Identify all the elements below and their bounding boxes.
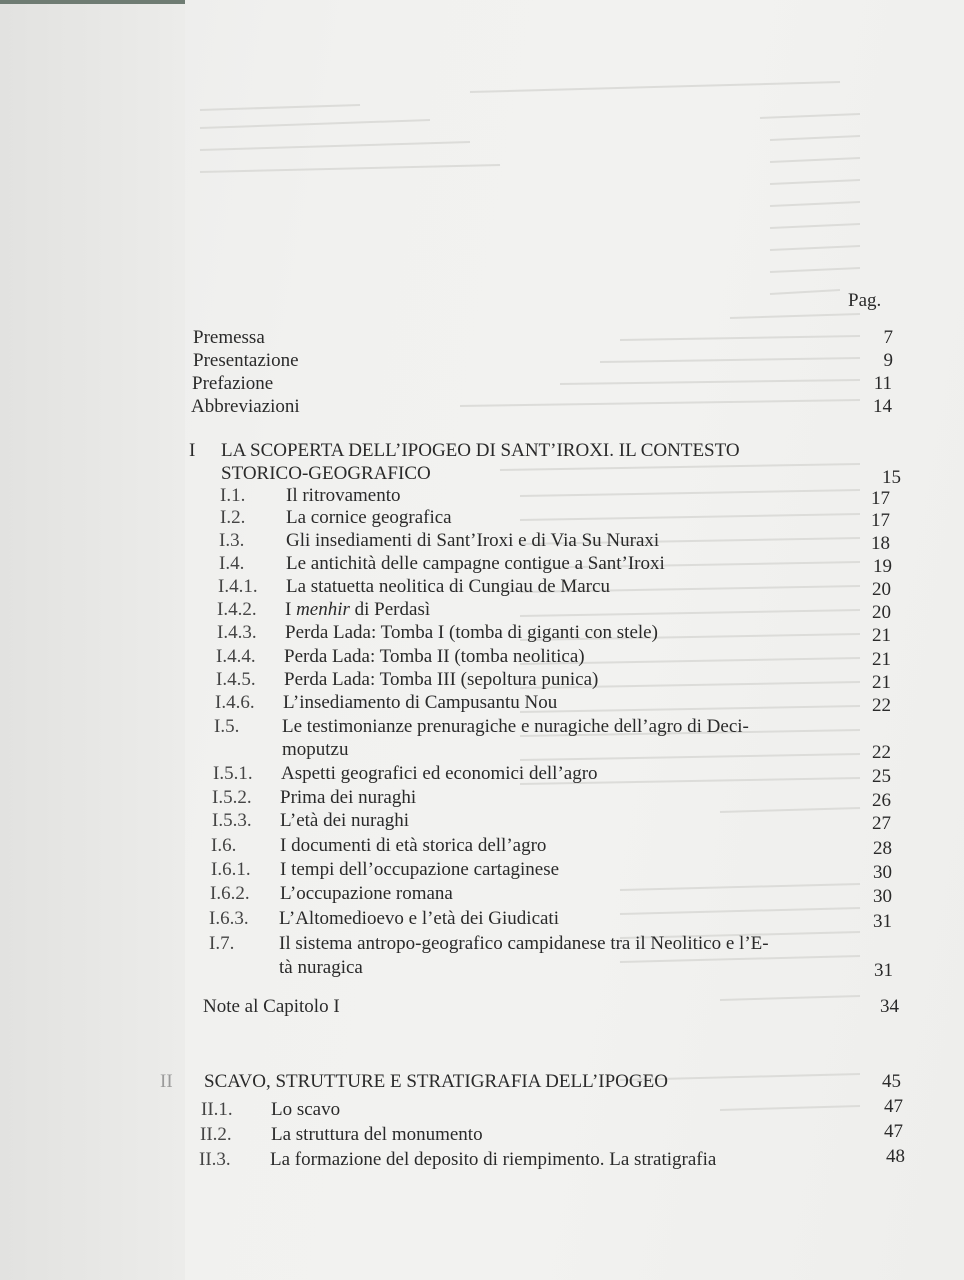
section-title: Perda Lada: Tomba II (tomba neolitica) (284, 646, 585, 667)
section-page: 30 (873, 886, 892, 907)
section-page: 25 (872, 766, 891, 787)
entry-page: 7 (883, 327, 893, 348)
section-number: I.4.5. (216, 669, 256, 690)
section-title: La struttura del monumento (271, 1124, 483, 1145)
section-page: 21 (872, 625, 891, 646)
section-title: Prima dei nuraghi (280, 787, 417, 808)
section-title: La formazione del deposito di riempimento. La stratigrafia (270, 1149, 717, 1170)
section-title: L’occupazione romana (280, 883, 453, 904)
entry-title: Premessa (193, 327, 265, 348)
chapter-title-cont: STORICO-GEOGRAFICO (221, 463, 431, 484)
notes-page: 34 (880, 996, 899, 1017)
section-number: I.4.6. (215, 692, 255, 713)
section-page: 22 (872, 742, 891, 763)
section-title: Le antichità delle campagne contigue a Sant’Iroxi (286, 553, 665, 574)
section-number: I.6.2. (210, 883, 250, 904)
section-title: Lo scavo (271, 1099, 341, 1120)
entry-page: 11 (873, 373, 892, 394)
section-page: 47 (884, 1121, 903, 1142)
section-page: 47 (884, 1096, 903, 1117)
section-title: La statuetta neolitica di Cungiau de Marcu (286, 576, 610, 597)
page-column-label: Pag. (848, 290, 882, 311)
section-title: Il sistema antropo-geografico campidanese tra il Neolitico e l’E- (279, 933, 769, 954)
section-number: I.4.2. (217, 599, 257, 620)
facing-page-edge (0, 0, 185, 1280)
section-page: 30 (873, 862, 892, 883)
section-title: L’insediamento di Campusantu Nou (283, 692, 558, 713)
section-title: I documenti di età storica dell’agro (280, 835, 547, 856)
section-page: 20 (872, 579, 891, 600)
section-number: II.2. (200, 1124, 232, 1145)
section-title: Aspetti geografici ed economici dell’agro (281, 763, 598, 784)
section-number: I.5.1. (213, 763, 253, 784)
section-page: 48 (886, 1146, 905, 1167)
title-suffix: di Perdasì (349, 599, 431, 620)
section-page: 19 (873, 556, 892, 577)
section-title: Le testimonianze prenuragiche e nuragiche dell’agro di Deci- (282, 716, 749, 737)
section-page: 21 (872, 649, 891, 670)
section-page: 31 (874, 960, 893, 981)
section-title: La cornice geografica (286, 507, 452, 528)
section-title: L’età dei nuraghi (280, 810, 410, 831)
title-prefix: I (285, 599, 297, 620)
section-number: I.4. (219, 553, 245, 574)
section-page: 22 (872, 695, 891, 716)
section-title: L’Altomedioevo e l’età dei Giudicati (279, 908, 559, 929)
section-number: I.6.3. (209, 908, 249, 929)
section-number: I.2. (220, 507, 246, 528)
entry-title: Presentazione (193, 350, 299, 371)
section-page: 27 (872, 813, 891, 834)
section-title: Perda Lada: Tomba III (sepoltura punica) (284, 669, 599, 690)
section-page: 18 (871, 533, 890, 554)
section-page: 28 (873, 838, 892, 859)
section-page: 20 (872, 602, 891, 623)
section-number: I.7. (209, 933, 235, 954)
section-number: I.5.3. (212, 810, 252, 831)
section-number: I.4.1. (218, 576, 258, 597)
section-number: I.4.4. (216, 646, 256, 667)
notes-title: Note al Capitolo I (203, 996, 340, 1017)
section-page: 31 (873, 911, 892, 932)
section-title-cont: moputzu (282, 739, 349, 760)
section-page: 17 (871, 510, 890, 531)
chapter-page: 15 (882, 467, 901, 488)
chapter-title: SCAVO, STRUTTURE E STRATIGRAFIA DELL’IPOGEO (204, 1071, 668, 1092)
section-title-cont: tà nuragica (279, 957, 363, 978)
title-italic: menhir (296, 599, 350, 620)
section-title: Perda Lada: Tomba I (tomba di giganti con stele) (285, 622, 658, 643)
section-number: I.5.2. (212, 787, 252, 808)
section-number: I.3. (219, 530, 245, 551)
section-number: II.1. (201, 1099, 233, 1120)
chapter-numeral: II (160, 1071, 173, 1092)
cover-edge (0, 0, 185, 4)
section-number: I.6.1. (211, 859, 251, 880)
section-title: Il ritrovamento (286, 485, 401, 506)
section-title: Gli insediamenti di Sant’Iroxi e di Via Su Nuraxi (286, 530, 660, 551)
section-number: I.1. (220, 485, 246, 506)
section-number: I.5. (214, 716, 240, 737)
entry-title: Prefazione (192, 373, 274, 394)
section-page: 26 (872, 790, 891, 811)
section-number: II.3. (199, 1149, 231, 1170)
section-title: I tempi dell’occupazione cartaginese (280, 859, 560, 880)
section-page: 17 (871, 488, 890, 509)
entry-page: 14 (873, 396, 892, 417)
section-title (285, 599, 430, 621)
section-page: 21 (872, 672, 891, 693)
section-number: I.4.3. (217, 622, 257, 643)
chapter-numeral: I (189, 440, 196, 461)
entry-page: 9 (883, 350, 893, 371)
section-number: I.6. (211, 835, 237, 856)
entry-title: Abbreviazioni (191, 396, 300, 417)
chapter-page: 45 (882, 1071, 901, 1092)
chapter-title: LA SCOPERTA DELL’IPOGEO DI SANT’IROXI. IL CONTESTO (221, 440, 740, 461)
